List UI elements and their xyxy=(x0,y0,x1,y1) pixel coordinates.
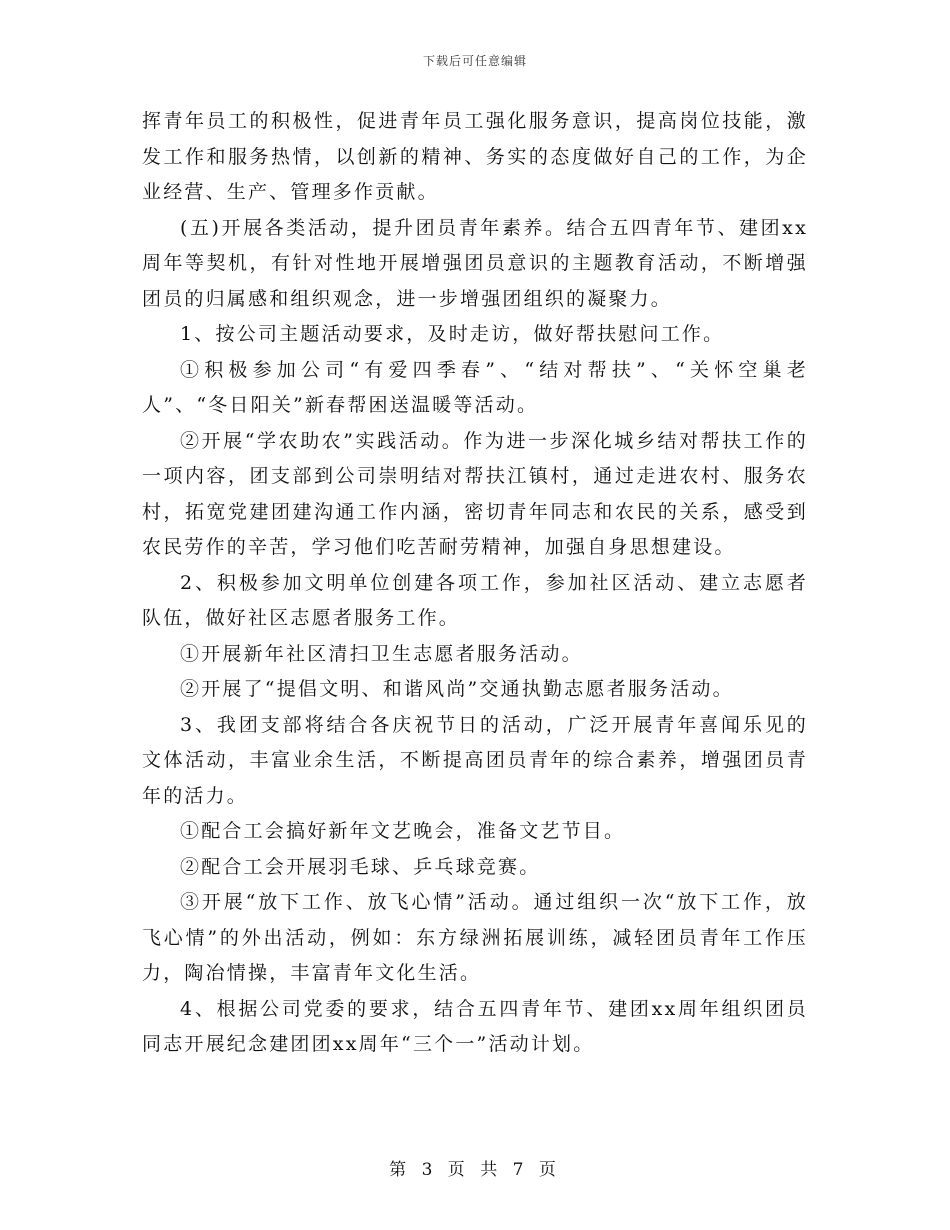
paragraph-item-3-sub-2: ②配合工会开展羽毛球、乒乓球竞赛。 xyxy=(180,855,541,878)
paragraph-section-5: (五)开展各类活动，提升团员青年素养。结合五四青年节、建团xx周年等契机，有针对性地开展增强团员意识的主题教育活动，不断增强团员的归属感和组织观念，进一步增强团组织的凝聚力。 xyxy=(142,216,808,310)
paragraph-item-1-sub-2: ②开展“学农助农”实践活动。作为进一步深化城乡结对帮扶工作的一项内容，团支部到公司崇明结对帮扶江镇村，通过走进农村、服务农村，拓宽党建团建沟通工作内涵，密切青年同志和农民的关系，感受到农民劳作的辛苦，学习他们吃苦耐劳精神，加强自身思想建设。 xyxy=(142,429,808,558)
paragraph-item-2: 2、积极参加文明单位创建各项工作，参加社区活动、建立志愿者队伍，做好社区志愿者服务工作。 xyxy=(142,571,808,629)
paragraph-item-2-sub-2: ②开展了“提倡文明、和谐风尚”交通执勤志愿者服务活动。 xyxy=(180,678,734,700)
paragraph-item-4: 4、根据公司党委的要求，结合五四青年节、建团xx周年组织团员同志开展纪念建团团xx周年“三个一”活动计划。 xyxy=(142,997,808,1055)
paragraph-item-1-sub-1: ①积极参加公司“有爱四季春”、“结对帮扶”、“关怀空巢老人”、“冬日阳关”新春帮困送温暖等活动。 xyxy=(142,358,808,416)
page-number-footer: 第 3 页 共 7 页 xyxy=(389,1160,561,1180)
paragraph-item-1: 1、按公司主题活动要求，及时走访，做好帮扶慰问工作。 xyxy=(180,323,725,345)
paragraph-item-3: 3、我团支部将结合各庆祝节日的活动，广泛开展青年喜闻乐见的文体活动，丰富业余生活，不断提高团员青年的综合素养，增强团员青年的活力。 xyxy=(142,713,808,807)
page-header: 下载后可任意编辑 xyxy=(422,54,527,68)
document-body xyxy=(142,104,808,1063)
paragraph-item-2-sub-1: ①开展新年社区清扫卫生志愿者服务活动。 xyxy=(180,642,583,665)
paragraph-item-3-sub-1: ①配合工会搞好新年文艺晚会，准备文艺节目。 xyxy=(180,820,626,842)
paragraph-item-3-sub-3: ③开展“放下工作、放飞心情”活动。通过组织一次“放下工作，放飞心情”的外出活动，例如：东方绿洲拓展训练，减轻团员青年工作压力，陶冶情操，丰富青年文化生活。 xyxy=(142,891,808,984)
paragraph-continuation: 挥青年员工的积极性，促进青年员工强化服务意识，提高岗位技能，激发工作和服务热情，以创新的精神、务实的态度做好自己的工作，为企业经营、生产、管理多作贡献。 xyxy=(142,110,808,203)
